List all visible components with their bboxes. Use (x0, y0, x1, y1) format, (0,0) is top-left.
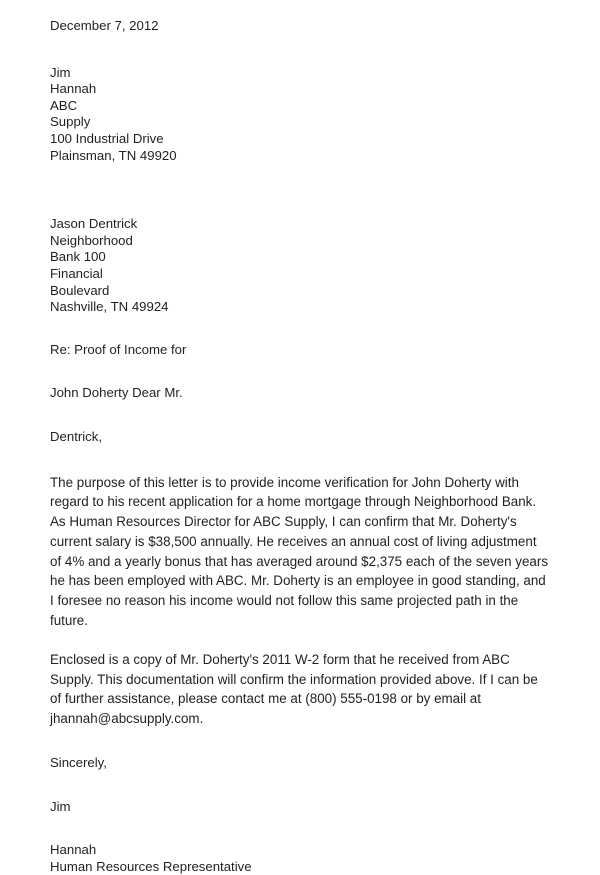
spacer-after-closing (50, 772, 550, 799)
spacer-before-closing (50, 729, 550, 755)
recipient-address-line: Neighborhood (50, 232, 133, 248)
salutation-line-2: Dentrick, (50, 428, 103, 444)
sender-address-block (50, 65, 550, 165)
closing-salutation: Sincerely, (50, 755, 107, 771)
recipient-address-line: Financial (50, 265, 103, 281)
letter-date: December 7, 2012 (50, 18, 159, 33)
signature-name-line-2: Hannah (50, 842, 97, 858)
spacer-before-signature (50, 815, 550, 842)
recipient-address-line: Nashville, TN 49924 (50, 299, 169, 315)
signature-block (50, 842, 550, 875)
salutation-line-1: John Doherty Dear Mr. (50, 385, 183, 401)
subject-line: Re: Proof of Income for (50, 341, 187, 357)
sender-address-line: Plainsman, TN 49920 (50, 147, 177, 163)
body-paragraph-2: Enclosed is a copy of Mr. Doherty's 2011 W-2 form that he received from ABC Supply. This documentation will confirm the information provided above. If I can be of further assistance, please contact me at (800) 555-0198 or by email at jhannah@abcsupply.com. (50, 651, 542, 727)
spacer-after-sender (50, 164, 550, 216)
signature-title: Human Resources Representative (50, 858, 252, 874)
sender-address-line: Hannah (50, 81, 97, 97)
recipient-address-line: Boulevard (50, 282, 110, 298)
sender-address-line: Jim (50, 64, 71, 80)
recipient-address-line: Bank 100 (50, 249, 106, 265)
spacer-after-subject (50, 358, 550, 385)
body-paragraph-1: The purpose of this letter is to provide income verification for John Doherty with regard to his recent application for a home mortgage through Neighborhood Bank. As Human Resources Director for ABC Supply, I can confirm that Mr. Doherty's current salary is $38,500 annually. He receives an annual cost of living adjustment of 4% and a yearly bonus that has averaged around $2,375 each of the seven years he has been employed with ABC. Mr. Doherty is an employee in good standing, and I foresee no reason his income would not follow this same projected path in the future. (50, 474, 552, 629)
signature-name-line-1: Jim (50, 798, 71, 814)
sender-address-line: Supply (50, 114, 91, 130)
letter-body (50, 18, 550, 875)
spacer-between-paragraphs (50, 631, 550, 650)
recipient-address-line: Jason Dentrick (50, 216, 138, 232)
sender-address-line: 100 Industrial Drive (50, 130, 164, 146)
spacer-after-recipient (50, 316, 550, 342)
spacer-after-salutation-1 (50, 402, 550, 429)
sender-address-line: ABC (50, 97, 78, 113)
spacer-after-salutation-2 (50, 446, 550, 473)
recipient-address-block (50, 216, 550, 316)
spacer-after-date (50, 35, 550, 65)
